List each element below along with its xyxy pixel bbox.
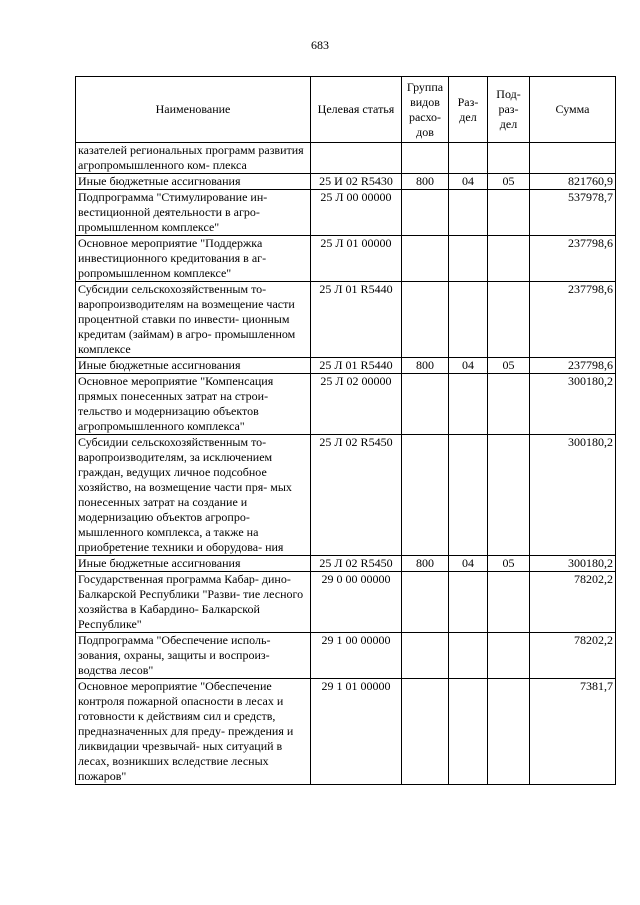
- cell-target-code: 25 Л 02 R5450: [311, 556, 402, 572]
- table-row: [76, 190, 616, 236]
- cell-sum: 300180,2: [530, 435, 616, 556]
- cell-group: [402, 282, 449, 358]
- cell-section: [449, 435, 488, 556]
- cell-sum: 537978,7: [530, 190, 616, 236]
- cell-target-code: 25 Л 02 R5450: [311, 435, 402, 556]
- cell-group: [402, 143, 449, 174]
- cell-name: Иные бюджетные ассигнования: [76, 358, 311, 374]
- cell-subsection: 05: [488, 556, 530, 572]
- cell-group: [402, 679, 449, 785]
- page-number: 683: [311, 38, 329, 52]
- budget-table: [75, 76, 616, 785]
- cell-name: Иные бюджетные ассигнования: [76, 174, 311, 190]
- cell-group: [402, 190, 449, 236]
- cell-name: Основное мероприятие "Компенсация прямых понесенных затрат на строи- тельство и модернизацию объектов агропромышленного комплекса": [76, 374, 311, 435]
- cell-group: 800: [402, 174, 449, 190]
- cell-subsection: [488, 190, 530, 236]
- cell-name: Основное мероприятие "Обеспечение контроля пожарной опасности в лесах и готовности к действиям сил и средств, предназначенных для преду- преждения и ликвидации чрезвычай- ных ситуаций в лесах, возникших вследствие лесных пожаров": [76, 679, 311, 785]
- header-target: Целевая статья: [311, 77, 402, 143]
- cell-group: [402, 435, 449, 556]
- cell-subsection: [488, 282, 530, 358]
- cell-name: казателей региональных программ развития агропромышленного ком- плекса: [76, 143, 311, 174]
- table-header-row: [76, 77, 616, 143]
- cell-name: Субсидии сельскохозяйственным то- варопроизводителям, за исключением граждан, ведущих личное подсобное хозяйство, на возмещение части пря- мых понесенных затрат на создание и модернизацию объектов агропро- мышленного комплекса, а также на приобретение техники и оборудова- ния: [76, 435, 311, 556]
- cell-section: 04: [449, 556, 488, 572]
- cell-target-code: 25 И 02 R5430: [311, 174, 402, 190]
- cell-group: [402, 374, 449, 435]
- header-group: Группа видов расхо- дов: [402, 77, 449, 143]
- cell-sum: 300180,2: [530, 556, 616, 572]
- table-row: [76, 143, 616, 174]
- cell-group: 800: [402, 358, 449, 374]
- cell-subsection: [488, 633, 530, 679]
- cell-subsection: [488, 236, 530, 282]
- table-body: [76, 143, 616, 785]
- header-name: Наименование: [76, 77, 311, 143]
- cell-subsection: [488, 435, 530, 556]
- cell-sum: 821760,9: [530, 174, 616, 190]
- cell-sum: 78202,2: [530, 633, 616, 679]
- table-row: [76, 282, 616, 358]
- cell-group: 800: [402, 556, 449, 572]
- cell-target-code: 25 Л 00 00000: [311, 190, 402, 236]
- cell-sum: 300180,2: [530, 374, 616, 435]
- header-subsection: Под- раз- дел: [488, 77, 530, 143]
- cell-subsection: [488, 143, 530, 174]
- cell-name: Иные бюджетные ассигнования: [76, 556, 311, 572]
- cell-name: Основное мероприятие "Поддержка инвестиционного кредитования в аг- ропромышленном комплексе": [76, 236, 311, 282]
- table-row: [76, 358, 616, 374]
- table-row: [76, 633, 616, 679]
- cell-name: Подпрограмма "Обеспечение исполь- зования, охраны, защиты и воспроиз- водства лесов": [76, 633, 311, 679]
- table-row: [76, 572, 616, 633]
- cell-group: [402, 236, 449, 282]
- header-section: Раз- дел: [449, 77, 488, 143]
- cell-target-code: 29 1 01 00000: [311, 679, 402, 785]
- cell-section: [449, 236, 488, 282]
- cell-subsection: 05: [488, 358, 530, 374]
- cell-name: Государственная программа Кабар- дино-Балкарской Республики "Разви- тие лесного хозяйства в Кабардино- Балкарской Республике": [76, 572, 311, 633]
- cell-sum: 7381,7: [530, 679, 616, 785]
- cell-name: Подпрограмма "Стимулирование ин- вестиционной деятельности в агро- промышленном комплексе": [76, 190, 311, 236]
- cell-target-code: 29 0 00 00000: [311, 572, 402, 633]
- cell-section: 04: [449, 174, 488, 190]
- cell-section: [449, 143, 488, 174]
- cell-subsection: [488, 374, 530, 435]
- cell-section: [449, 282, 488, 358]
- cell-subsection: [488, 679, 530, 785]
- table-row: [76, 679, 616, 785]
- cell-section: [449, 679, 488, 785]
- cell-sum: 237798,6: [530, 358, 616, 374]
- cell-section: [449, 633, 488, 679]
- cell-group: [402, 572, 449, 633]
- cell-name: Субсидии сельскохозяйственным то- варопроизводителям на возмещение части процентной ставки по инвести- ционным кредитам (займам) в агро- промышленном комплексе: [76, 282, 311, 358]
- cell-sum: [530, 143, 616, 174]
- cell-sum: 78202,2: [530, 572, 616, 633]
- table-row: [76, 374, 616, 435]
- cell-group: [402, 633, 449, 679]
- cell-target-code: 25 Л 01 R5440: [311, 282, 402, 358]
- cell-target-code: 25 Л 01 R5440: [311, 358, 402, 374]
- cell-target-code: 29 1 00 00000: [311, 633, 402, 679]
- cell-target-code: 25 Л 01 00000: [311, 236, 402, 282]
- cell-section: [449, 572, 488, 633]
- cell-target-code: 25 Л 02 00000: [311, 374, 402, 435]
- table-row: [76, 174, 616, 190]
- cell-section: [449, 190, 488, 236]
- table-row: [76, 435, 616, 556]
- cell-subsection: 05: [488, 174, 530, 190]
- header-sum: Сумма: [530, 77, 616, 143]
- cell-sum: 237798,6: [530, 282, 616, 358]
- cell-section: [449, 374, 488, 435]
- cell-sum: 237798,6: [530, 236, 616, 282]
- cell-target-code: [311, 143, 402, 174]
- cell-subsection: [488, 572, 530, 633]
- table-row: [76, 236, 616, 282]
- table-row: [76, 556, 616, 572]
- cell-section: 04: [449, 358, 488, 374]
